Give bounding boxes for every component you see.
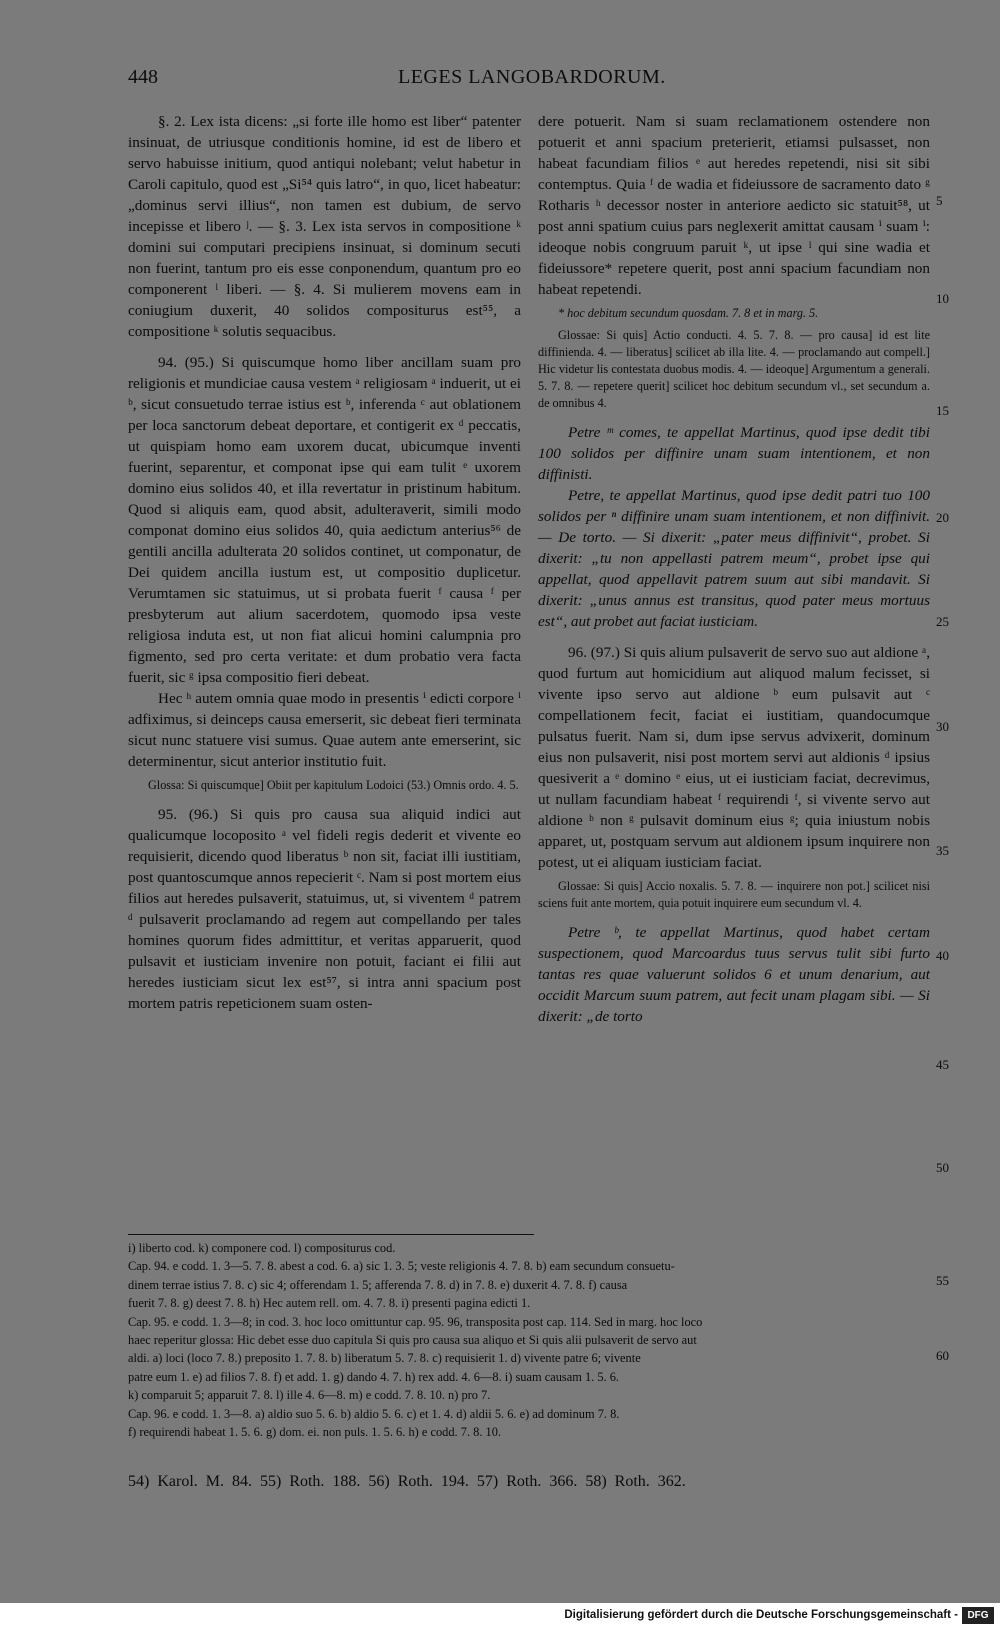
apparatus-line: Cap. 95. e codd. 1. 3—8; in cod. 3. hoc loco omittuntur cap. 95. 96, transposita post cap. 114. Sed in marg. hoc loco <box>128 1314 703 1329</box>
apparatus-line: patre eum 1. e) ad filios 7. 8. f) et add. 1. g) dando 4. 7. h) rex add. 4. 6—8. i) suam causam 1. 5. 6. <box>128 1369 620 1384</box>
line-number: 55 <box>936 1273 949 1288</box>
chapter-95: 95. (96.) Si quis pro causa sua aliquid indici aut qualicumque locoposito ᵃ vel fideli regis dederit et vivente eo requisierit, dicendo quod liberatus ᵇ non sit, faciat illi iustitiam, post quantoscumque annos repecierit ᶜ. Nam si post mortem eius filios aut heredes pulsaverit, statuimus, ut, si viventem ᵈ patrem ᵈ pulsaverit proclamando ad regem aut compellando per tales homines quorum fides admittitur, et veritas apparuerit, quod pulsavit et iusticiam invenire non potuit, faciant ei filii aut heredes iusticiam sicut lex est⁵⁷, si intra anni spacium post mortem patris repeticionem suam osten- <box>128 806 521 1012</box>
line-number: 15 <box>936 403 949 418</box>
line-number: 50 <box>936 1160 949 1175</box>
line-number: 60 <box>936 1348 949 1363</box>
page-number: 448 <box>128 66 158 88</box>
footnote-divider <box>128 1234 534 1235</box>
line-number: 45 <box>936 1057 949 1072</box>
line-number: 30 <box>936 719 949 734</box>
apparatus-line: i) liberto cod. k) componere cod. l) compositurus cod. <box>128 1241 396 1255</box>
source-references: 54) Karol. M. 84. 55) Roth. 188. 56) Roth. 194. 57) Roth. 366. 58) Roth. 362. <box>128 1473 686 1490</box>
funding-notice: Digitalisierung gefördert durch die Deutsche Forschungsgemeinschaft - <box>564 1609 958 1621</box>
apparatus-line: dinem terrae istius 7. 8. c) sic 4; offerendam 1. 5; afferenda 7. 8. d) in 7. 8. e) duxerit 4. 7. 8. f) causa <box>128 1277 628 1292</box>
apparatus-line: aldi. a) loci (loco 7. 8.) preposito 1. 7. 8. b) liberatum 5. 7. 8. c) requisierit 1. d) vivente patre 6; vivente <box>128 1351 641 1366</box>
chapter-96: 96. (97.) Si quis alium pulsaverit de servo suo aut aldione ᵃ, quod furtum aut homicidium aut aliquod malum fecisset, si vivente ipso servo aut aldione ᵇ eum pulsavit aut ᶜ compellationem fecit, faciat ei iustitiam, quandocumque pulsatus fuerit. Nam si, dum ipse servus advixerit, dominum eius non pulsaverit, nisi post mortem servi aut aldionis ᵈ ipsius quesiverit a ᵉ domino ᵉ eius, ut ei iusticiam faciat, decrevimus, ut nullam facundiam habeat ᶠ requirendi ᶠ, si vivente servo aut aldione ᵇ non ᵍ pulsavit dominum eius ᵍ; quia iniustum nobis apparet, ut, postquam servum aut aldionem ipsum inquirere non potest, ut ei aliquam iusticiam faciat. <box>538 644 930 871</box>
apparatus-line: Cap. 96. e codd. 1. 3—8. a) aldio suo 5. 6. b) aldio 5. 6. c) et 1. 4. d) aldii 5. 6. e) ad dominum 7. 8. <box>128 1406 620 1421</box>
line-number: 10 <box>936 291 949 306</box>
line-number: 35 <box>936 843 949 858</box>
apparatus-line: Cap. 94. e codd. 1. 3—5. 7. 8. abest a cod. 6. a) sic 1. 3. 5; veste religionis 4. 7. 8. b) eam secundum consuetu- <box>128 1259 675 1274</box>
apparatus-line: fuerit 7. 8. g) deest 7. 8. h) Hec autem rell. om. 4. 7. 8. i) presenti pagina edicti 1. <box>128 1296 531 1311</box>
left-column <box>128 111 521 1014</box>
chapter-94-addendum: Hec ʰ autem omnia quae modo in presentis ⁱ edicti corpore ⁱ adfiximus, si deinceps causa emerserit, sic debeat fieri terminata sicut nunc statuere visi sumus. Quae autem ante emerserint, sic determinentur, sicut anterior institutio fuit. <box>128 690 521 770</box>
formula-paragraph: Petre, te appellat Martinus, quod ipse dedit patri tuo 100 solidos per ⁿ diffinire unam suam intentionem, et non diffinivit. — De torto. — Si dixerit: „pater meus diffinivit“, probet. Si dixerit: „tu non appellasti patrem meum“, probet ipse qui appellat, quod appellavit patrem suum aut sibi mandavit. Si dixerit: „unus annus est transitus, quod pater meus mortuus est“, aut probet aut faciat iusticiam. <box>538 487 930 630</box>
section-paragraph: §. 2. Lex ista dicens: „si forte ille homo est liber“ patenter insinuat, de utriusque conditionis homine, id est de libero et servo habuisse initium, quod antiqui nolebant; velut habetur in Caroli capitulo, quod est „Si⁵⁴ quis latro“, in quo, licet habeatur: „dominus servi illius“, non tamen est dubium, de servo incepisse et libero ʲ. — §. 3. Lex ista servos in compositione ᵏ domini sui computari precipiens insinuat, si dominum secuti non fuerint, tantum pro eis esse conponendum, quantum pro eo componerent ˡ liberi. — §. 4. Si mulierem movens eam in coniugium duxerit, 40 solidos compositurus est⁵⁵, a compositione ᵏ solutis sequacibus. <box>128 113 521 340</box>
line-number: 5 <box>936 193 943 208</box>
apparatus-line: haec reperitur glossa: Hic debet esse duo capitula Si quis pro causa sua aliquo et Si quis alii pulsaverit de servo aut <box>128 1333 697 1348</box>
formula-paragraph: Petre ᵐ comes, te appellat Martinus, quod ipse dedit tibi 100 solidos per diffinire unam suam intentionem, et non diffinisti. <box>538 424 930 483</box>
chapter-94: 94. (95.) Si quiscumque homo liber ancillam suam pro religionis et mundiciae causa vestem ᵃ religiosam ᵃ induerit, ut ei ᵇ, sicut consuetudo terrae istius est ᵇ, inferenda ᶜ aut oblationem per loca sanctorum debeat deportare, et contigerit ex ᵈ peccatis, ut quispiam homo eam uxorem ducat, ubicumque inventi fuerint, separentur, et componat ipse qui eam tulit ᵉ uxorem domino eius solidos 40, et illa revertatur in pristinum habitum. Quod si aliquis eam, quod absit, adulteraverit, simili modo componat domino eius solidos 40, quia aedictum anterius⁵⁶ de gentili ancilla adulterata 20 solidos continet, ut componatur, de Dei quidem ancilla iustum est, ut compositio duplicetur. Verumtamen sic statuimus, ut si probata fuerit ᶠ causa ᶠ per presbyterum aut alium sacerdotem, quomodo ipsa veste religiosa induta est, ut non fiat alicui homini calumpnia pro figmento, sed pro certa veritate: et dum probatio vera facta fuerit, sic ᵍ ipsa compositio fieri debeat. <box>128 354 521 686</box>
formula-paragraph: Petre ᵇ, te appellat Martinus, quod habet certam suspectionem, quod Marcoardus tuus servus tulit sibi furto tantas res quae valuerunt solidos 6 et unum denarium, aut occidit Marcum suum patrem, aut fecit unam plagam sibi. — Si dixerit: „de torto <box>538 924 930 1025</box>
page-title: LEGES LANGOBARDORUM. <box>398 66 666 88</box>
gloss-note: Glossa: Si quiscumque] Obiit per kapitulum Lodoici (53.) Omnis ordo. 4. 5. <box>148 778 519 792</box>
glossae-note: Glossae: Si quis] Actio conducti. 4. 5. 7. 8. — pro causa] id est lite diffinienda. 4. — liberatus] scilicet ab illa lite. 4. — proclamando aut compell.] Hic videtur lis contestata duobus modis. 4. — ideoque] Argumentum a generali. 5. 7. 8. — repetere querit] scilicet hoc debitum secundum vl., set secundum a. de omnibus 4. <box>538 328 930 410</box>
apparatus-line: k) comparuit 5; apparuit 7. 8. l) ille 4. 6—8. m) e codd. 7. 8. 10. n) pro 7. <box>128 1388 491 1403</box>
line-number: 40 <box>936 948 949 963</box>
line-number: 20 <box>936 510 949 525</box>
right-column <box>538 111 930 1027</box>
line-number-margin <box>936 0 966 1363</box>
chapter-95-continued: dere potuerit. Nam si suam reclamationem ostendere non potuerit et anni spacium preterierit, etiamsi pulsasset, non habeat facundiam filios ᵉ aut heredes repetendi, nisi sit sibi contemptus. Quia ᶠ de wadia et fideiussore de sacramento dato ᵍ Rotharis ʰ decessor noster in anteriore aedicto sic statuit⁵⁸, ut post anni spatium cuius pars neglexerit amittat causam ⁱ suam ⁱ: ideoque nobis congruum paruit ᵏ, ut ipse ˡ qui sine wadia et fideiussore* repetere querit, post anni spacium facundiam non habeat repetendi. <box>538 113 930 298</box>
line-number: 25 <box>936 614 949 629</box>
critical-apparatus <box>128 1239 928 1441</box>
glossae-note: Glossae: Si quis] Accio noxalis. 5. 7. 8. — inquirere non pot.] scilicet nisi sciens fuit ante mortem, quia potuit inquirere eum secundum vl. 4. <box>538 879 930 910</box>
asterisk-note: * hoc debitum secundum quosdam. 7. 8 et in marg. 5. <box>558 306 819 320</box>
dfg-logo-icon: DFG <box>962 1607 994 1624</box>
apparatus-line: f) requirendi habeat 1. 5. 6. g) dom. ei. non puls. 1. 5. 6. h) e codd. 7. 8. 10. <box>128 1425 502 1440</box>
digitization-footer <box>0 1603 1000 1629</box>
